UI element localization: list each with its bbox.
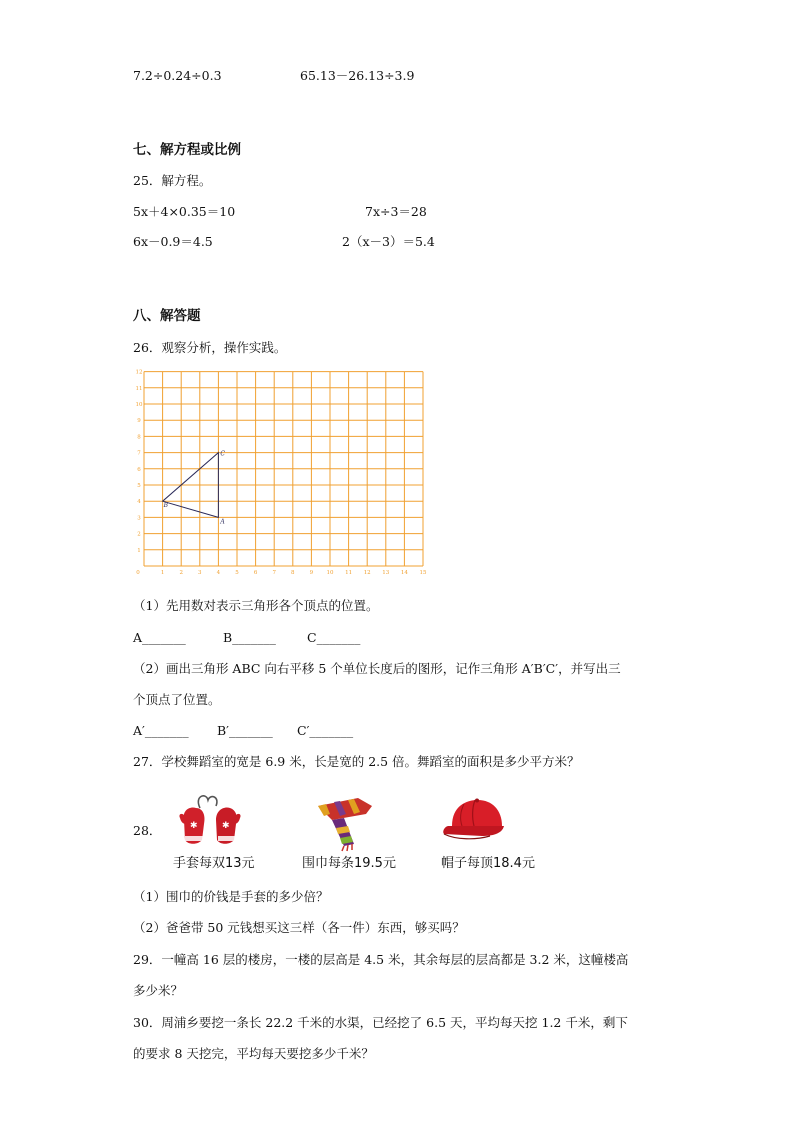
q28-number: 28． [133, 823, 162, 838]
x-tick-label: 2 [179, 570, 183, 576]
y-tick-label: 11 [135, 385, 143, 392]
equation-1: 5x＋4×0.35＝10 [133, 204, 236, 219]
y-tick-label: 2 [137, 531, 141, 538]
y-tick-label: 1 [137, 547, 141, 554]
q26-title: 26．观察分析，操作实践。 [133, 340, 287, 355]
q27-text: 27．学校舞蹈室的宽是 6.9 米，长是宽的 2.5 倍。舞蹈室的面积是多少平方米？ [133, 754, 580, 769]
cap-icon [442, 796, 508, 852]
q30-line2: 的要求 8 天挖完，平均每天要挖多少千米？ [133, 1046, 374, 1061]
q26-part1: （1）先用数对表示三角形各个顶点的位置。 [133, 598, 379, 613]
svg-text:✱: ✱ [222, 821, 230, 831]
q26-blank-b: B_______ [223, 630, 276, 645]
y-tick-label: 9 [137, 418, 141, 425]
cap-caption: 帽子每顶18.4元 [441, 856, 535, 871]
section-8-title: 八、解答题 [133, 308, 201, 324]
vertex-label-c: C [220, 450, 225, 458]
q30-line1: 30．周浦乡要挖一条长 22.2 千米的水渠，已经挖了 6.5 天，平均每天挖 1.2 千米，剩下 [133, 1015, 628, 1030]
svg-text:✱: ✱ [190, 821, 198, 831]
equation-4: 2（x－3）＝5.4 [342, 234, 435, 249]
x-tick-label: 12 [363, 570, 371, 576]
x-tick-label: 3 [198, 570, 202, 576]
x-tick-label: 15 [419, 570, 427, 576]
y-tick-label: 7 [137, 450, 141, 457]
x-tick-label: 5 [235, 570, 239, 576]
calc-expression-left: 7.2÷0.24÷0.3 [133, 68, 222, 83]
coordinate-grid-svg [130, 368, 440, 580]
x-tick-label: 4 [216, 570, 221, 576]
scarf-caption: 围巾每条19.5元 [302, 856, 396, 871]
x-tick-label: 10 [326, 570, 334, 576]
x-tick-label: 7 [272, 570, 276, 576]
x-tick-label: 14 [400, 570, 408, 576]
vertex-label-a: A [220, 518, 225, 526]
scarf-icon [314, 794, 376, 856]
y-tick-label: 5 [137, 483, 141, 489]
coordinate-grid-figure [130, 368, 440, 580]
q26-blank-c-prime: C′_______ [297, 723, 354, 738]
x-tick-label: 11 [345, 570, 353, 576]
q29-line2: 多少米？ [133, 983, 184, 998]
calc-expression-right: 65.13－26.13÷3.9 [300, 68, 415, 83]
y-tick-label: 10 [135, 402, 143, 408]
y-tick-label: 6 [137, 466, 141, 473]
x-tick-label: 9 [309, 570, 314, 576]
section-7-title: 七、解方程或比例 [133, 142, 241, 158]
mittens-caption: 手套每双13元 [173, 856, 255, 871]
q26-part2-line2: 个顶点了位置。 [133, 692, 221, 707]
q26-blank-a: A_______ [133, 630, 186, 645]
y-tick-label: 3 [137, 515, 141, 522]
x-tick-label: 1 [160, 570, 165, 576]
x-tick-label: 6 [253, 570, 258, 576]
y-tick-label: 4 [137, 499, 141, 506]
vertex-label-b: B [163, 502, 169, 510]
q26-blank-c: C_______ [307, 630, 361, 645]
q25-title: 25．解方程。 [133, 173, 212, 188]
q26-blank-a-prime: A′_______ [133, 723, 189, 738]
y-tick-label: 8 [137, 434, 141, 441]
q26-blank-b-prime: B′_______ [217, 723, 273, 738]
equation-3: 6x－0.9＝4.5 [133, 234, 213, 249]
q28-part2: （2）爸爸带 50 元钱想买这三样（各一件）东西，够买吗？ [133, 920, 465, 935]
q26-part2-line1: （2）画出三角形 ABC 向右平移 5 个单位长度后的图形，记作三角形 A′B′C′，并写出三 [133, 661, 621, 676]
q28-part1: （1）围巾的价钱是手套的多少倍？ [133, 889, 329, 904]
x-tick-label: 13 [382, 570, 390, 576]
q29-line1: 29．一幢高 16 层的楼房，一楼的层高是 4.5 米，其余每层的层高都是 3.2 米，这幢楼高 [133, 952, 629, 967]
x-tick-label: 8 [291, 570, 295, 576]
equation-2: 7x÷3＝28 [365, 204, 427, 219]
y-tick-label: 12 [135, 369, 143, 376]
x-tick-label: 0 [136, 570, 140, 576]
mittens-icon [176, 790, 246, 854]
